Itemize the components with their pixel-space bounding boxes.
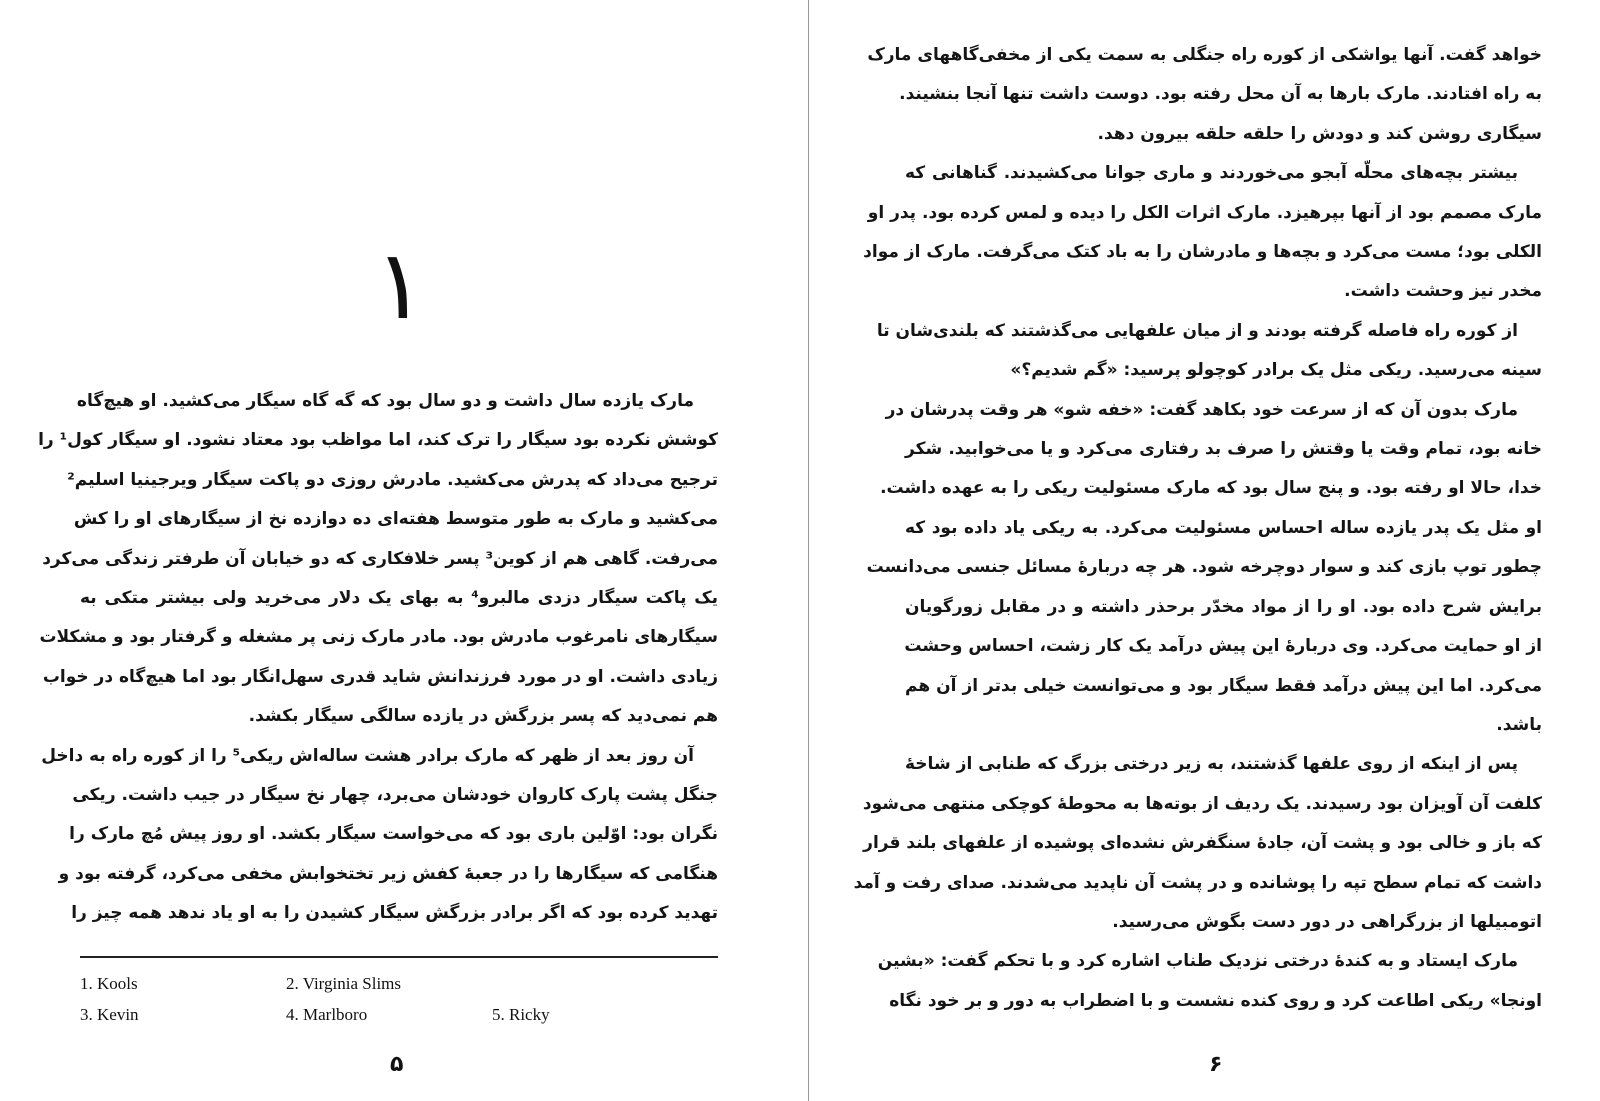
text-line: زیادی داشت. او در مورد فرزندانش شاید قدری سهل‌انگار بود اما هیچ‌گاه در خواب: [42, 666, 718, 687]
footnote: 3. Kevin: [80, 1005, 139, 1024]
text-line: جنگل پشت پارک کاروان خودشان می‌برد، چهار نخ سیگار در جیب داشت. ریکی: [72, 785, 718, 806]
text-line: سیگارهای نامرغوب مادرش بود. مادر مارک زنی پر مشغله و گرفتار بود و مشکلات: [39, 627, 718, 648]
right-page: [809, 0, 1600, 1101]
text-line: مارک مصمم بود از آنها بپرهیزد. مارک اثرات الکل را دیده و لمس کرده بود. پدر او: [867, 202, 1542, 223]
page-number: ۶: [1209, 1052, 1223, 1077]
right-page-body: [853, 36, 1542, 1021]
paragraph: [867, 36, 1542, 154]
text-line: تهدید کرده بود که اگر برادر بزرگش سیگار کشیدن را به او یاد ندهد همه چیز را: [71, 903, 718, 924]
paragraph: [41, 737, 718, 934]
paragraph: [853, 745, 1542, 942]
text-line: او مثل یک پدر یازده ساله احساس مسئولیت می‌کرد. به ریکی یاد داده بود که: [905, 517, 1542, 538]
text-line: بیشتر بچه‌های محلّه آبجو می‌خوردند و ماری جوانا می‌کشیدند. گناهانی که: [905, 163, 1518, 184]
text-line: می‌کشید و مارک به طور متوسط هفته‌ای ده دوازده نخ از سیگارهای او را کش: [73, 509, 718, 530]
text-line: آن روز بعد از ظهر که مارک برادر هشت ساله‌اش ریکی⁵ را از کوره راه به داخل: [41, 745, 694, 766]
text-line: از کوره راه فاصله گرفته بودند و از میان علفهایی می‌گذشتند که بلندی‌شان تا: [876, 320, 1518, 341]
paragraph: [863, 154, 1542, 312]
text-line: داشت که تمام سطح تپه را پوشانده و در پشت آن ناپدید می‌شدند. صدای رفت و آمد: [853, 872, 1542, 893]
footnote: 1. Kools: [80, 974, 138, 993]
text-line: کوشش نکرده بود سیگار را ترک کند، اما مواظب بود معتاد نشود. او سیگار کول¹ را: [38, 430, 718, 451]
text-line: کلفت آن آویزان بود رسیدند. یک ردیف از بوته‌ها به محوطهٔ کوچکی منتهی می‌شود: [862, 793, 1542, 814]
paragraph: [38, 382, 718, 737]
text-line: اتومبیلها از بزرگراهی در دور دست بگوش می‌رسید.: [1112, 911, 1542, 932]
footnote: 2. Virginia Slims: [286, 974, 402, 993]
text-line: هم نمی‌دید که پسر بزرگش در یازده سالگی سیگار بکشد.: [248, 706, 718, 727]
text-line: که باز و خالی بود و پشت آن، جادهٔ سنگفرش نشده‌ای پوشیده از علفهای بلند قرار: [863, 833, 1542, 854]
text-line: مخدر نیز وحشت داشت.: [1344, 281, 1542, 302]
footnote-divider: [80, 956, 718, 958]
paragraph: [877, 942, 1542, 1021]
text-line: خدا، حالا او رفته بود. و پنج سال بود که مارک مسئولیت ریکی را به عهده داشت.: [880, 478, 1542, 499]
text-line: اونجا» ریکی اطاعت کرد و روی کنده نشست و با اضطراب به دور و بر خود نگاه: [889, 990, 1542, 1011]
text-line: یک پاکت سیگار دزدی مالبرو⁴ به بهای یک دلار می‌خرید ولی بیشتر متکی به: [80, 588, 718, 609]
text-line: نگران بود: اوّلین باری بود که می‌خواست سیگار بکشد. او روز پیش مُچ مارک را: [69, 824, 718, 845]
chapter-number: ۱: [374, 229, 426, 341]
text-line: ترجیح می‌داد که پدرش می‌کشید. مادرش روزی دو پاکت سیگار ویرجینیا اسلیم²: [67, 469, 718, 490]
text-line: الکلی بود؛ مست می‌کرد و بچه‌ها و مادرشان را به باد کتک می‌گرفت. مارک از مواد: [863, 242, 1542, 263]
left-page-body: [38, 382, 718, 934]
text-line: مارک یازده سال داشت و دو سال بود که گه گاه سیگار می‌کشید. او هیچ‌گاه: [76, 391, 694, 411]
text-line: برایش شرح داده بود. او را از مواد مخدّر برحذر داشته و در مقابل زورگویان: [905, 596, 1542, 617]
page-number: ۵: [390, 1052, 404, 1077]
text-line: خواهد گفت. آنها یواشکی از کوره راه جنگلی به سمت یکی از مخفی‌گاههای مارک: [867, 45, 1542, 65]
text-line: به راه افتادند. مارک بارها به آن محل رفته بود. دوست داشت تنها آنجا بنشیند.: [899, 84, 1542, 105]
paragraph: [876, 312, 1542, 391]
footnote: 4. Marlboro: [286, 1005, 368, 1024]
text-line: می‌کرد. اما این پیش درآمد فقط سیگار بود و می‌توانست خیلی بدتر از آن هم: [905, 675, 1542, 696]
text-line: از او حمایت می‌کرد. وی دربارهٔ این پیش درآمد یک کار زشت، احساس وحشت: [904, 636, 1542, 657]
text-line: سیگاری روشن کند و دودش را حلقه حلقه بیرون دهد.: [1097, 123, 1542, 144]
text-line: مارک بدون آن که از سرعت خود بکاهد گفت: «خفه شو» هر وقت پدرشان در: [885, 399, 1518, 420]
text-line: چطور توپ بازی کند و سوار دوچرخه شود. هر چه دربارهٔ مسائل جنسی می‌دانست: [866, 557, 1542, 578]
text-line: باشد.: [1496, 714, 1542, 735]
footnote: 5. Ricky: [492, 1005, 550, 1024]
text-line: خانه بود، تمام وقت یا وقتش را صرف بد رفتاری می‌کرد و یا می‌خوابید. شکر: [905, 439, 1542, 460]
text-line: هنگامی که سیگارها را در جعبهٔ کفش زیر تختخوابش مخفی می‌کرد، گرفته بود و: [58, 863, 718, 884]
text-line: سینه می‌رسید. ریکی مثل یک برادر کوچولو پرسید: «گم شدیم؟»: [1010, 360, 1542, 381]
paragraph: [866, 391, 1542, 746]
text-line: پس از اینکه از روی علفها گذشتند، به زیر درختی بزرگ که طنابی از شاخهٔ: [905, 754, 1518, 775]
text-line: مارک ایستاد و به کندهٔ درختی نزدیک طناب اشاره کرد و با تحکم گفت: «بشین: [877, 951, 1518, 972]
text-line: می‌رفت. گاهی هم از کوین³ پسر خلافکاری که دو خیابان آن طرفتر زندگی می‌کرد: [42, 548, 718, 569]
